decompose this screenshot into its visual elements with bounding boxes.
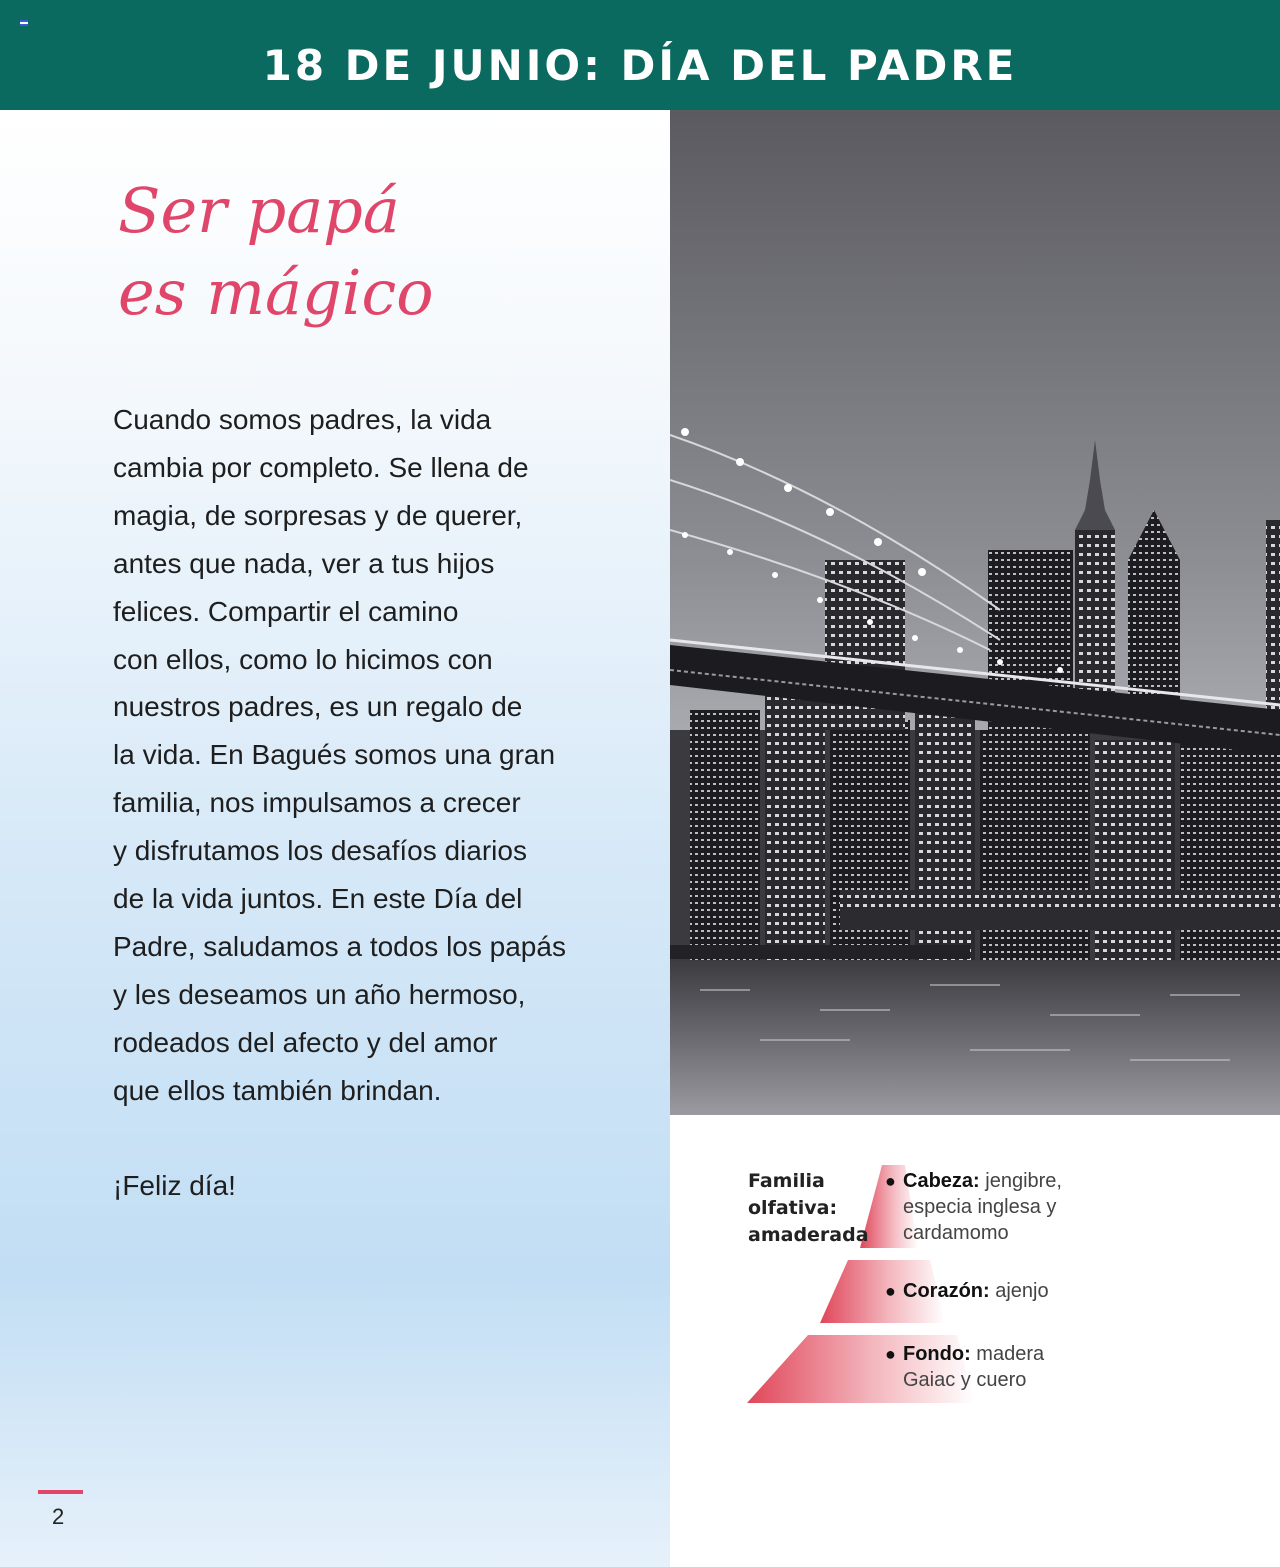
body-line: nuestros padres, es un regalo de: [113, 691, 523, 723]
heart-note-value: ajenjo: [989, 1280, 1049, 1302]
page-number-rule: [38, 1490, 83, 1494]
body-line: con ellos, como lo hicimos con: [113, 643, 493, 675]
body-line: la vida. En Bagués somos una gran: [113, 739, 556, 771]
body-line: que ellos también brindan.: [113, 1074, 442, 1106]
heart-note-key: Corazón:: [903, 1280, 990, 1302]
body-line: y disfrutamos los desafíos diarios: [113, 835, 527, 867]
body-line: de la vida juntos. En este Día del: [113, 883, 523, 915]
body-line: cambia por completo. Se llena de: [113, 451, 529, 483]
family-line: amaderada: [748, 1224, 869, 1246]
body-line: y les deseamos un año hermoso,: [113, 978, 526, 1010]
body-line: antes que nada, ver a tus hijos: [113, 547, 495, 579]
body-line: Cuando somos padres, la vida: [113, 404, 492, 435]
body-paragraph: [113, 396, 603, 1115]
city-bridge-photo: [670, 110, 1280, 1115]
body-line: familia, nos impulsamos a crecer: [113, 787, 521, 819]
head-note-key: Cabeza:: [903, 1170, 980, 1192]
closing-text: ¡Feliz día!: [113, 1170, 236, 1201]
headline: [118, 170, 538, 334]
family-line: olfativa:: [748, 1197, 838, 1219]
headline-line-2: es mágico: [118, 256, 434, 329]
header-title: 18 DE JUNIO: DÍA DEL PADRE: [262, 41, 1018, 90]
base-note-key: Fondo:: [903, 1343, 971, 1365]
page-number: 2: [52, 1504, 65, 1529]
headline-line-1: Ser papá: [118, 174, 400, 247]
head-note-value: jengibre, especia inglesa y cardamomo: [903, 1170, 1062, 1244]
bullet-icon: ●: [885, 1344, 896, 1364]
base-note-value: madera Gaiac y cuero: [903, 1343, 1045, 1391]
page-header: [0, 0, 1280, 110]
flag-icon: [20, 20, 28, 26]
olfactory-family-label: [748, 1168, 869, 1249]
body-line: rodeados del afecto y del amor: [113, 1026, 498, 1058]
bullet-icon: ●: [885, 1281, 896, 1301]
base-note: [885, 1341, 1085, 1393]
family-line: Familia: [748, 1170, 825, 1192]
heart-note: [885, 1278, 1085, 1304]
body-line: felices. Compartir el camino: [113, 595, 459, 627]
body-line: magia, de sorpresas y de querer,: [113, 499, 523, 531]
head-note: [885, 1168, 1085, 1246]
bullet-icon: ●: [885, 1171, 896, 1191]
body-line: Padre, saludamos a todos los papás: [113, 930, 566, 962]
